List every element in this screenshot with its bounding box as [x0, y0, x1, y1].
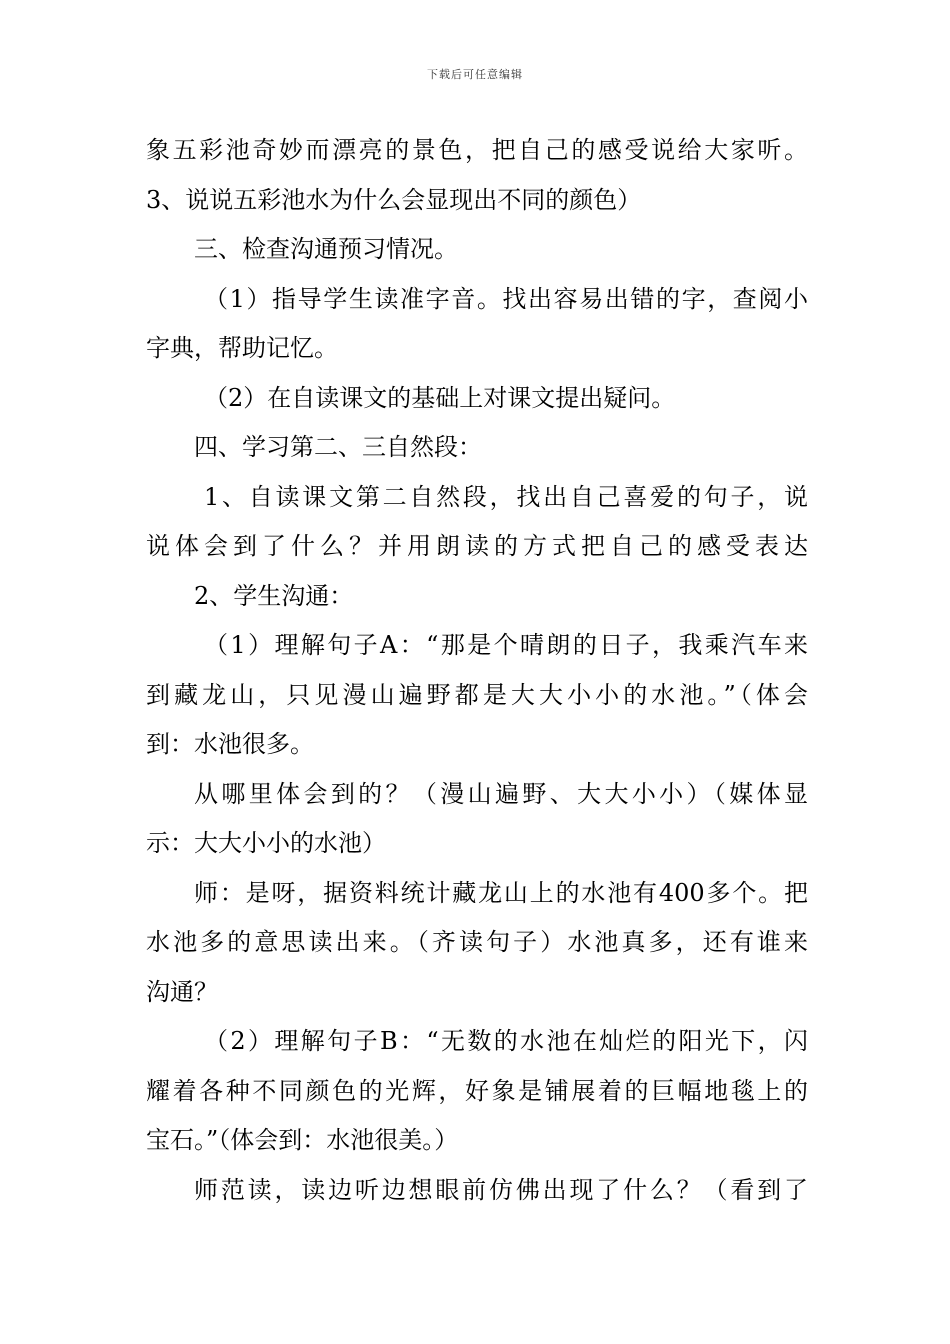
text-line: 到：水池很多。 — [146, 730, 314, 758]
text-line: 2、学生沟通： — [194, 581, 354, 610]
text-line: （1）指导学生读准字音。找出容易出错的字，查阅小 — [204, 284, 808, 313]
text-line: 宝石。”（体会到：水池很美。） — [146, 1126, 459, 1154]
text-line: 示：大大小小的水池） — [146, 829, 386, 857]
document-body — [146, 130, 808, 1219]
text-line: 1、自读课文第二自然段，找出自己喜爱的句子，说 — [204, 482, 808, 511]
text-line: （1）理解句子A：“那是个晴朗的日子，我乘汽车来 — [204, 631, 808, 659]
text-line: （2）在自读课文的基础上对课文提出疑问。 — [204, 383, 676, 412]
text-line: 耀着各种不同颜色的光辉，好象是铺展着的巨幅地毯上的 — [146, 1076, 808, 1105]
text-line: 师范读，读边听边想眼前仿佛出现了什么？（看到了 — [194, 1175, 808, 1204]
text-line: 沟通？ — [146, 977, 218, 1006]
section-heading: 三、检查沟通预习情况。 — [194, 235, 458, 263]
text-line: 师：是呀，据资料统计藏龙山上的水池有400多个。把 — [194, 878, 808, 907]
text-line: 3、说说五彩池水为什么会显现出不同的颜色） — [146, 185, 642, 214]
text-line: （2）理解句子B：“无数的水池在灿烂的阳光下，闪 — [204, 1027, 808, 1055]
text-line: 从哪里体会到的？（漫山遍野、大大小小）（媒体显 — [194, 779, 808, 808]
text-line: 水池多的意思读出来。（齐读句子）水池真多，还有谁来 — [146, 928, 808, 956]
text-line: 象五彩池奇妙而漂亮的景色，把自己的感受说给大家听。 — [146, 136, 808, 164]
text-line: 到藏龙山，只见漫山遍野都是大大小小的水池。”（体会 — [146, 680, 808, 709]
section-heading: 四、学习第二、三自然段： — [194, 433, 482, 461]
text-line: 字典，帮助记忆。 — [146, 334, 338, 362]
text-line: 说体会到了什么？并用朗读的方式把自己的感受表达 — [146, 532, 808, 560]
page-header: 下载后可任意编辑 — [427, 68, 523, 81]
